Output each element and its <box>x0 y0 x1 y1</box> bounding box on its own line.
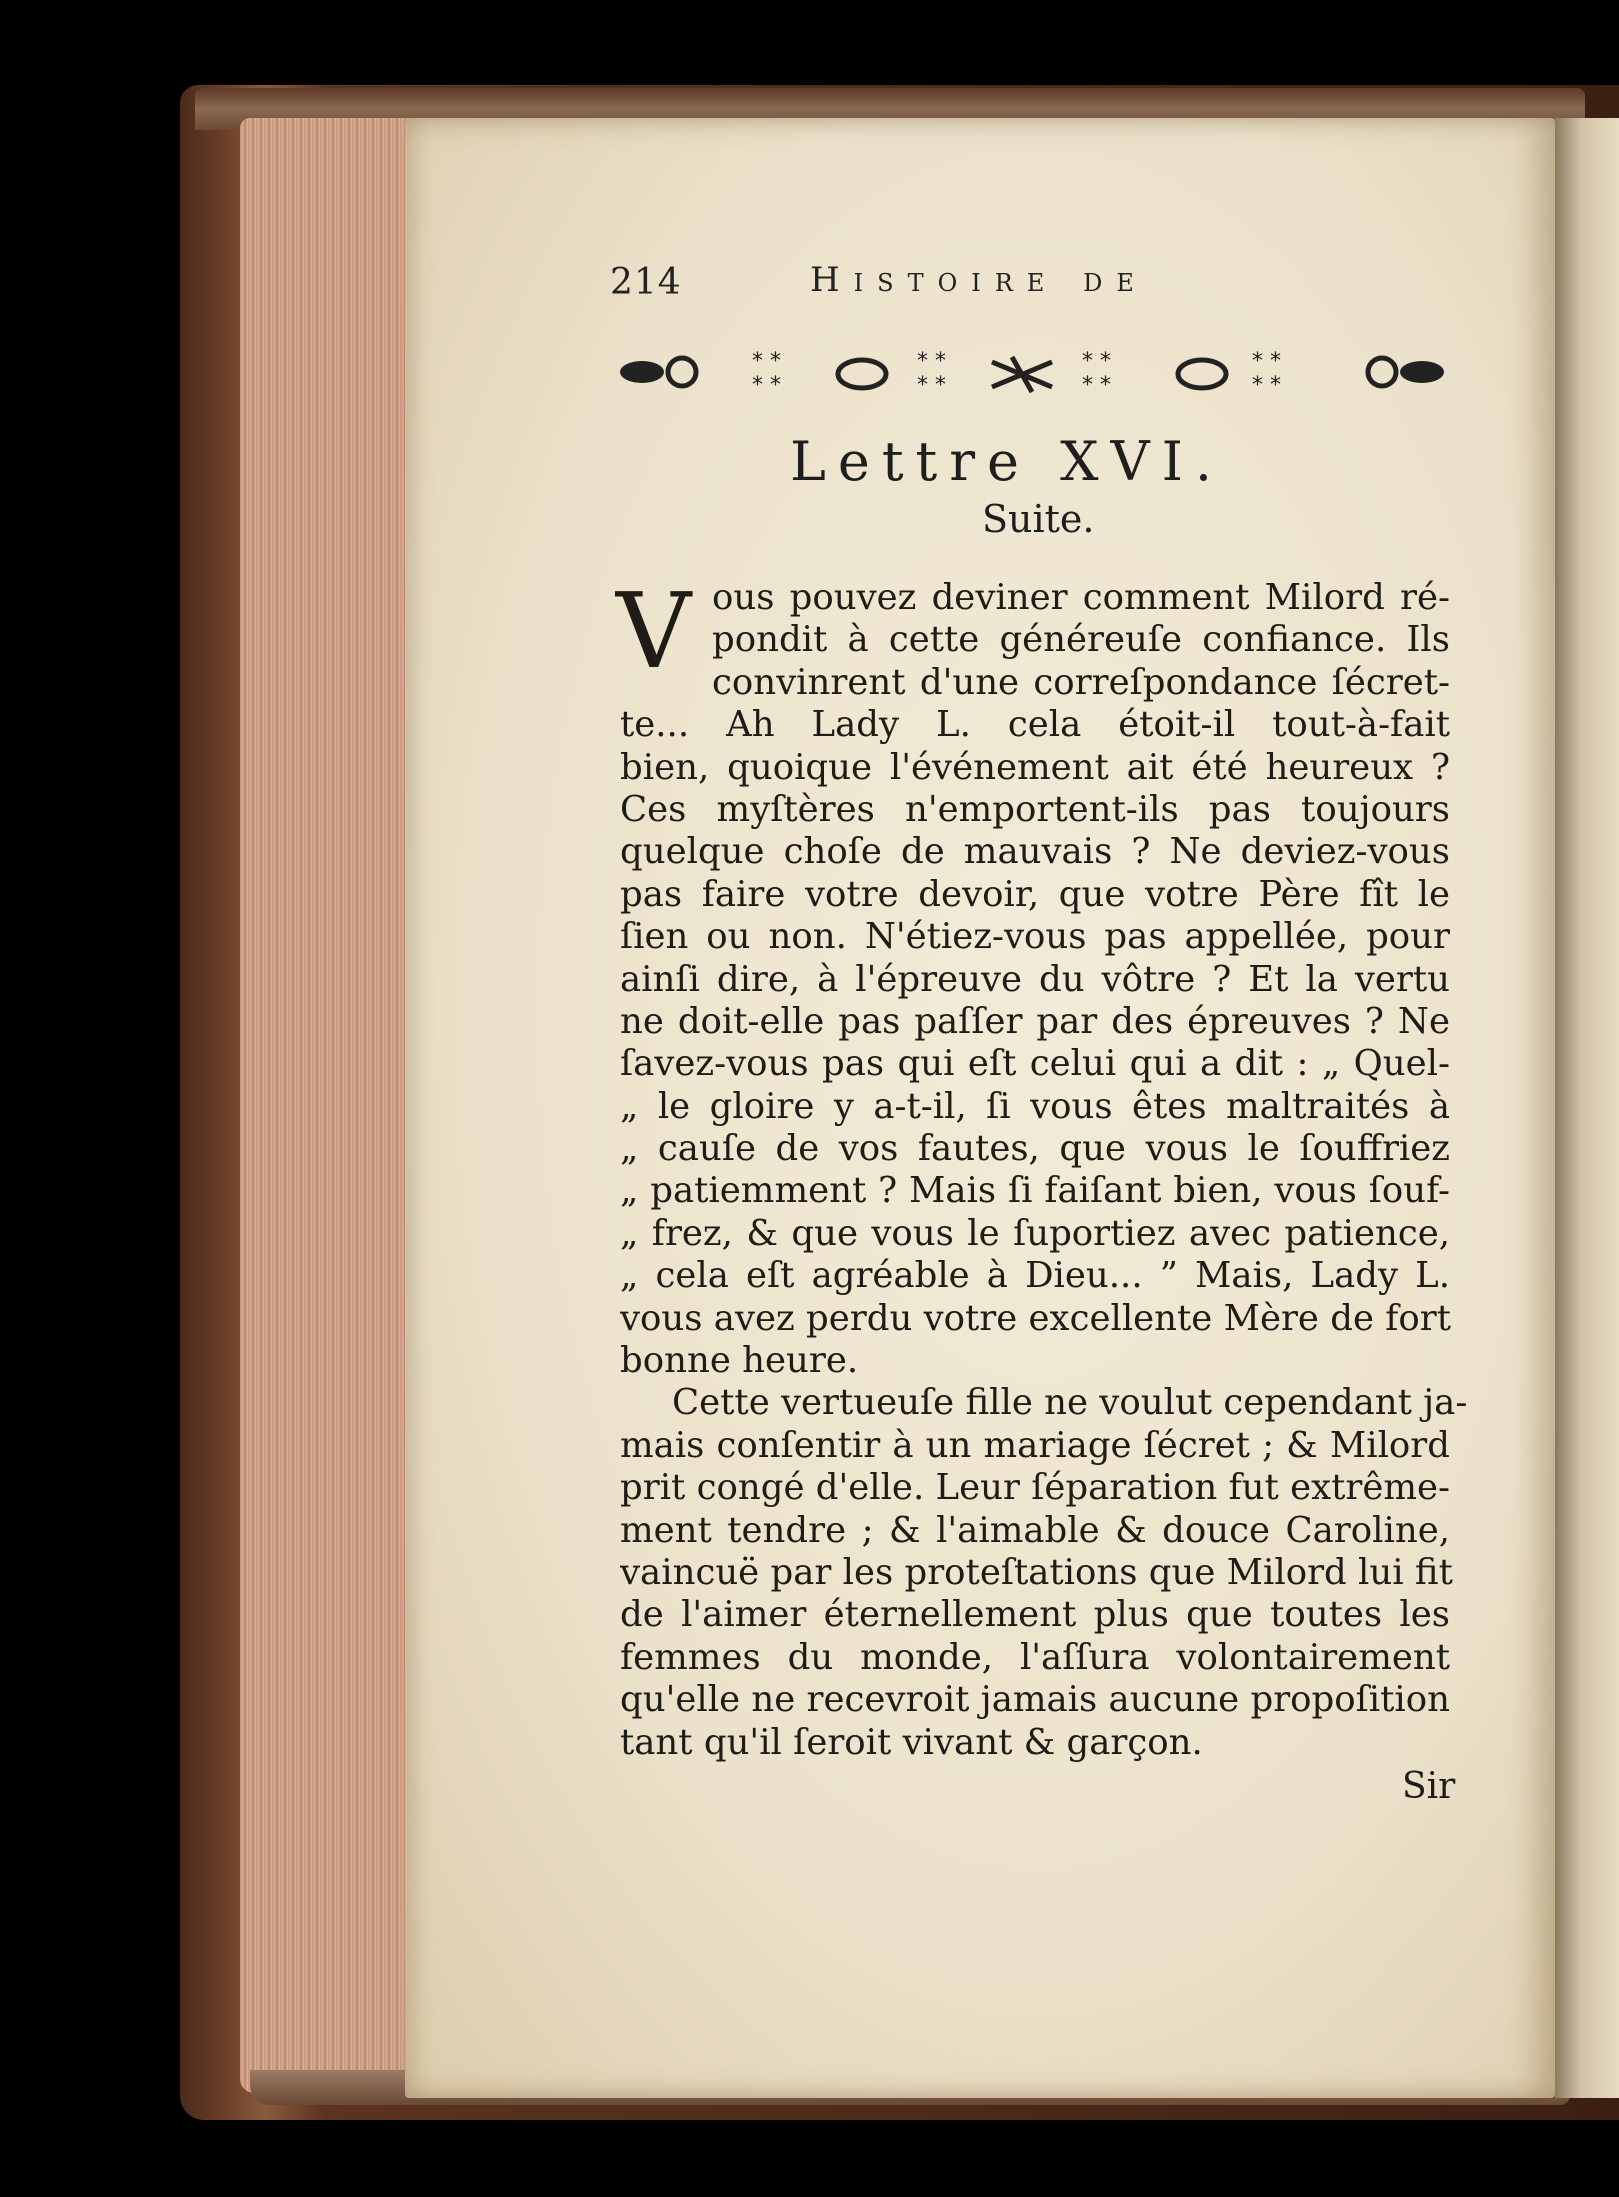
text-line: ment tendre ; & l'aimable & douce Caroline, <box>620 1509 1450 1551</box>
text-line: convinrent d'une correſpondance ſécret- <box>712 661 1450 703</box>
text-line: bonne heure. <box>620 1340 859 1382</box>
text-line: pas faire votre devoir, que votre Père fît le <box>620 873 1450 915</box>
text-line: Cette vertueuſe fille ne voulut cependant ja- <box>672 1382 1468 1424</box>
text-line: mais conſentir à un mariage ſécret ; & Milord <box>620 1424 1450 1466</box>
catchword: Sir <box>1402 1766 1456 1807</box>
text-line: prit congé d'elle. Leur ſéparation fut extrême- <box>620 1467 1451 1509</box>
text-line: de l'aimer éternellement plus que toutes les <box>620 1594 1450 1636</box>
page-number: 214 <box>610 262 682 303</box>
text-line: ne doit-elle pas paſſer par des épreuves ? Ne <box>620 1000 1450 1042</box>
text-line: qu'elle ne recevroit jamais aucune propoſition <box>620 1679 1450 1721</box>
svg-text:* *: * * <box>1082 373 1111 398</box>
text-line: vaincuë par les proteſtations que Milord lui fit <box>620 1551 1453 1593</box>
text-line: tant qu'il ſeroit vivant & garçon. <box>620 1721 1203 1763</box>
text-line: ainſi dire, à l'épreuve du vôtre ? Et la vertu <box>620 958 1450 1000</box>
svg-text:* *: * * <box>1082 349 1111 374</box>
svg-text:* *: * * <box>752 373 781 398</box>
letter-subtitle: Suite. <box>982 497 1095 541</box>
text-line: quelque choſe de mauvais ? Ne deviez-vous <box>620 831 1450 873</box>
svg-text:* *: * * <box>1252 373 1281 398</box>
text-line: vous avez perdu votre excellente Mère de fort <box>620 1297 1451 1339</box>
svg-text:* *: * * <box>752 349 781 374</box>
text-line: femmes du monde, l'aſſura volontairement <box>620 1636 1450 1678</box>
text-line: ſien ou non. N'étiez-vous pas appellée, pour <box>620 916 1450 958</box>
text-line: pondit à cette généreuſe confiance. Ils <box>712 619 1450 661</box>
text-line: „ cauſe de vos fautes, que vous le ſouffriez <box>620 1128 1450 1170</box>
page-gutter <box>1555 118 1619 2098</box>
running-title: Histoire de <box>810 260 1148 300</box>
text-line: ous pouvez deviner comment Milord ré- <box>712 577 1450 618</box>
letter-body <box>616 570 1468 1764</box>
running-head <box>610 262 1460 312</box>
text-line: „ frez, & que vous le ſuportiez avec patience, <box>620 1212 1450 1254</box>
text-line: „ patiemment ? Mais ſi faiſant bien, vous ſouf- <box>620 1170 1450 1212</box>
text-line: „ cela eſt agréable à Dieu... ” Mais, Lady L. <box>620 1255 1450 1297</box>
drop-cap: V <box>616 570 692 692</box>
svg-text:* *: * * <box>1252 349 1281 374</box>
decorative-ornament-band <box>612 342 1452 402</box>
text-line: ſavez-vous pas qui eſt celui qui a dit : „ Quel- <box>620 1043 1450 1085</box>
svg-text:* *: * * <box>917 349 946 374</box>
page-fore-edge <box>240 118 408 2093</box>
svg-text:* *: * * <box>917 373 946 398</box>
text-line: Ces myſtères n'emportent-ils pas toujours <box>620 788 1450 830</box>
text-line: te... Ah Lady L. cela étoit-il tout-à-fait <box>620 704 1450 746</box>
text-line: „ le gloire y a-t-il, ſi vous êtes maltraités à <box>620 1085 1450 1127</box>
text-line: bien, quoique l'événement ait été heureux ? <box>620 746 1450 788</box>
letter-title: Lettre XVI. <box>790 430 1225 493</box>
